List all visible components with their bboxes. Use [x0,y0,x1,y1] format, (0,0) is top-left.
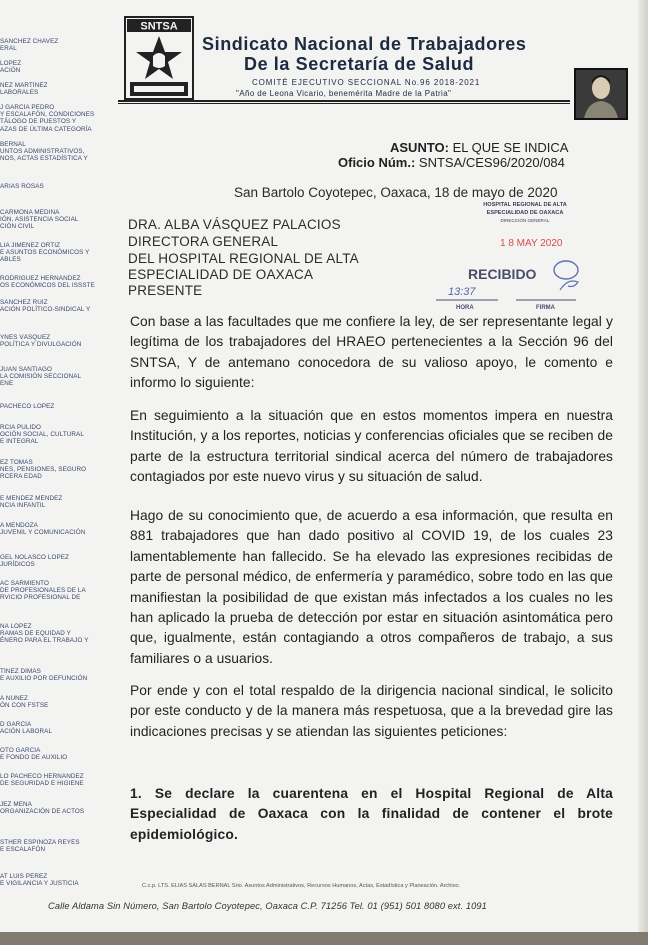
signature-mark [560,281,578,290]
stamp-received: RECIBIDO [468,266,537,282]
sidebar-entry: JUAN SANTIAGO LA COMISIÓN SECCIONAL ENE [0,366,82,388]
union-name-line2: De la Secretaría de Salud [244,54,475,74]
sidebar-entry: JEZ MENA ORGANIZACIÓN DE ACTOS [0,801,85,816]
sidebar-entry: A MENDOZA JUVENIL Y COMUNICACIÓN [0,522,86,537]
sidebar-entry: SÁNCHEZ RUIZ ACIÓN POLÍTICO-SINDICAL Y [0,299,91,314]
addressee-line: DIRECTORA GENERAL [128,234,279,249]
paragraph: Hago de su conocimiento que, de acuerdo a esa información, que resulta en 881 trabajadores que han dado positivo al COVID 19, de los cuales 23 lamentablemente han fallecido. Se ha elevado las expresiones recibidas de parte de personal médico, de enfermería y paramédico, sobre todo en las que manifiestan la posibilidad de que existan más infectados a los cuales no les han aplicado la prueba de detección por estar en situación asintomática pero que, igualmente, están contagiando a otros compañeros de trabajo, a sus familiares o a usuarios. [130,508,613,666]
subject-value: EL QUE SE INDICA [452,140,569,155]
sidebar-entry: GEL NOLASCO LÓPEZ JURÍDICOS [0,554,70,569]
addressee-line: DEL HOSPITAL REGIONAL DE ALTA [128,251,359,266]
addressee-name: DRA. ALBA VÁSQUEZ PALACIOS [128,217,341,232]
reference-value: SNTSA/CES96/2020/084 [418,155,565,170]
addressee-presente: PRESENTE [128,283,203,298]
background-strip [0,932,648,945]
header-rule [118,103,570,104]
sidebar-entry: E MÉNDEZ MÉNDEZ NCIA INFANTIL [0,495,63,510]
paragraph: Por ende y con el total respaldo de la dirigencia nacional sindical, le solicito por este conducto y de la manera más respetuosa, que a la brevedad gire las indicaciones precisas y se atiendan las siguientes peticiones: [130,683,613,739]
sidebar-entry: SANCHEZ CHAVEZ ERAL [0,38,59,53]
fist-icon [153,53,165,68]
sidebar-entry: CARMONA MEDINA IÓN, ASISTENCIA SOCIAL CIÓN CIVIL [0,209,79,231]
place-date: San Bartolo Coyotepec, Oaxaca, 18 de mayo de 2020 [234,185,558,200]
stamp-line: HOSPITAL REGIONAL DE ALTA [483,202,567,208]
header-rule [118,100,570,102]
page-edge [638,0,648,945]
paragraph: En seguimiento a la situación que en estos momentos impera en nuestra Institución, y a los reportes, noticias y conferencias oficiales que se reciben de parte de la estructura territorial sindical acerca del número de trabajadores contagiados por este nuevo virus y su situación de salud. [130,408,613,485]
stamp-date: 1 8 MAY 2020 [500,238,563,249]
leona-vicario-portrait [574,68,628,120]
sidebar-entry: OTO GARCÍA E FONDO DE AUXILIO [0,747,68,762]
subject-line [390,140,568,155]
petition-item: 1. Se declare la cuarentena en el Hospital Regional de Alta Especialidad de Oaxaca con la finalidad de contener el brote epidemiológico. [130,786,613,842]
footer-address: Calle Aldama Sin Número, San Bartolo Coyotepec, Oaxaca C.P. 71256 Tel. 01 (951) 501 8080 ext. 1091 [48,901,487,911]
year-motto: "Año de Leona Vicario, benemérita Madre de la Patria" [236,89,452,98]
union-logo [124,16,194,100]
stamp-line: DIRECCIÓN GENERAL [500,218,550,223]
sidebar-entry: TÍNEZ DIMAS E AUXILIO POR DEFUNCIÓN [0,668,88,683]
sidebar-entry: LIA JIMÉNEZ ORTIZ E ASUNTOS ECONÓMICOS Y ABLES [0,242,90,264]
sidebar-entry: STHER ESPINOZA REYES E ESCALAFÓN [0,839,80,854]
subject-label: ASUNTO: [390,140,449,155]
sidebar-entry: EZ TOMAS NES, PENSIONES, SEGURO RCERA EDAD [0,459,87,481]
sidebar-entry: A NUÑEZ ÓN CON FSTSE [0,695,49,710]
sidebar-entry: AT LUIS PÉREZ E VIGILANCIA Y JUSTICIA [0,873,79,888]
reference-label: Oficio Núm.: [338,155,416,170]
sidebar-entry: RODRÍGUEZ HERNÁNDEZ OS ECONÓMICOS DEL ISSSTE [0,275,95,290]
sidebar-entry: YNES VÁSQUEZ POLÍTICA Y DIVULGACIÓN [0,334,82,349]
committee-sidebar [0,0,112,945]
addressee-line: ESPECIALIDAD DE OAXACA [128,267,314,282]
reception-stamp [426,184,606,314]
union-name-line1: Sindicato Nacional de Trabajadores [202,34,527,54]
carbon-copy-note: C.c.p. LTS. ELIAS SALAS BERNAL Srio. Asuntos Administrativos, Recursos Humanos, Actas, Estadística y Planeación. Archivo. [142,883,461,889]
sidebar-entry: D GARCÍA ACIÓN LABORAL [0,721,53,736]
sidebar-entry: BERNAL UNTOS ADMINISTRATIVOS, NOS, ACTAS ESTADÍSTICA Y [0,141,88,163]
sidebar-entry: ARIAS ROSAS [0,183,44,190]
stamp-signature-label: FIRMA [536,305,555,311]
stamp-time: 13:37 [448,286,476,298]
logo-text: SNTSA [140,20,178,33]
sidebar-entry: NA LÓPEZ RAMAS DE EQUIDAD Y ÉNERO PARA EL TRABAJO Y [0,623,89,645]
stamp-hour-label: HORA [456,305,474,311]
sidebar-entry: LO PACHECO HERNÁNDEZ DE SEGURIDAD E HIGIENE [0,773,84,788]
stamp-line: ESPECIALIDAD DE OAXACA [486,210,564,216]
sidebar-entry: LÓPEZ ACIÓN [0,60,22,75]
sidebar-entry: RCIA PULIDO OCIÓN SOCIAL, CULTURAL E INTEGRAL [0,424,84,446]
paragraph: Con base a las facultades que me confiere la ley, de ser representante legal y legítima de los trabajadores del HRAEO pertenecientes a la Sección 96 del SNTSA, Y de antemano conocedora de su valioso apoyo, le comento e informo lo siguiente: [130,314,613,391]
sidebar-entry: J GARCÍA PEDRO Y ESCALAFÓN, CONDICIONES TÁLOGO DE PUESTOS Y AZAS DE ÚLTIMA CATEGORÍA [0,104,95,133]
committee-line: COMITÉ EJECUTIVO SECCIONAL No.96 2018-2021 [252,78,481,87]
sidebar-entry: AC SARMIENTO DE PROFESIONALES DE LA RVICIO PROFESIONAL DE [0,580,86,602]
sidebar-entry: PACHECO LÓPEZ [0,403,55,410]
reference-number [338,155,565,170]
signature-mark [554,261,578,279]
sidebar-entry: NEZ MARTÍNEZ LABORALES [0,82,48,97]
